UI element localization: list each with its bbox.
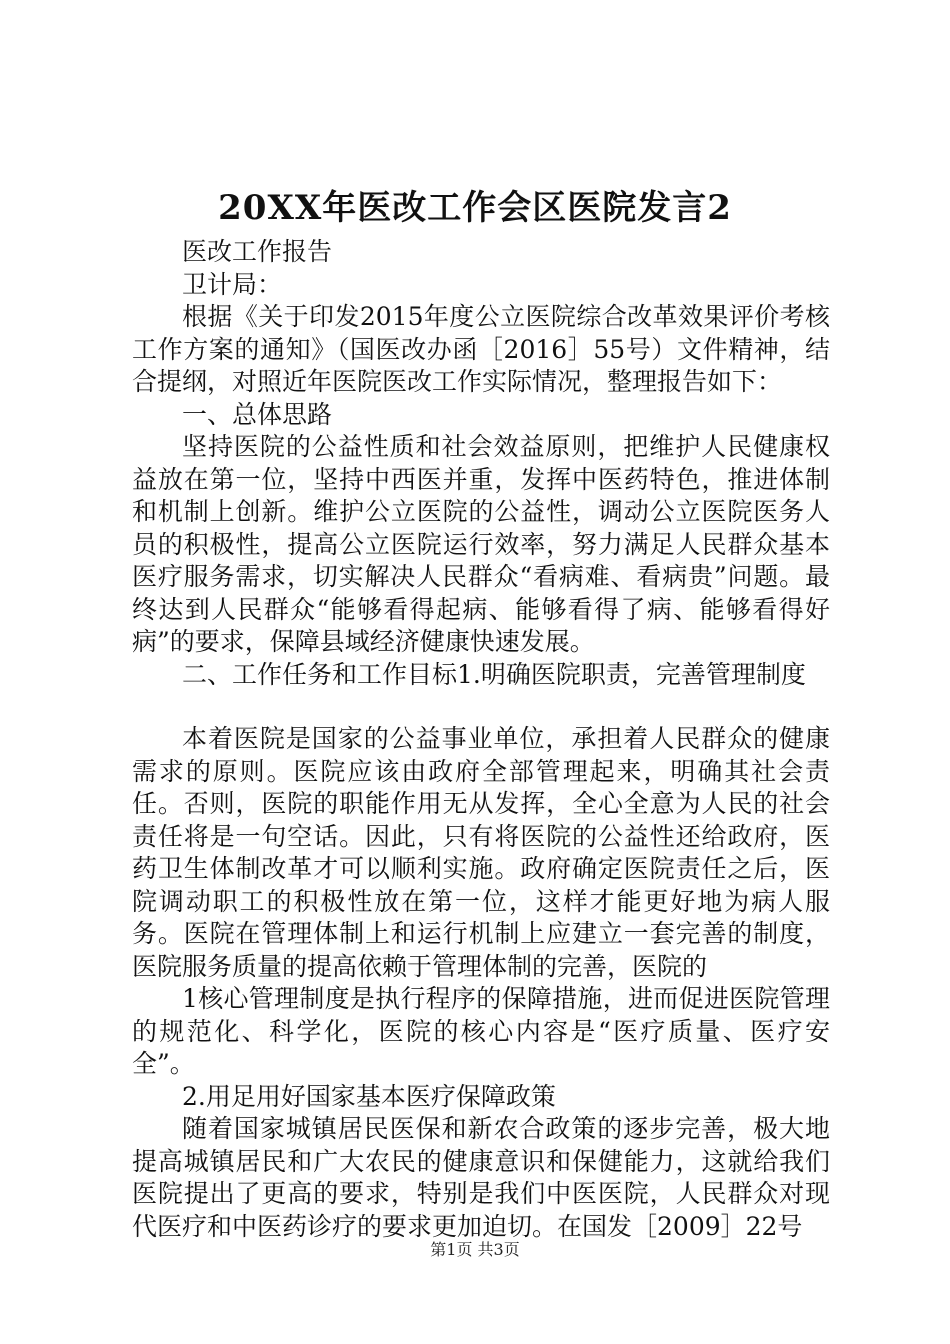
paragraph-medical-insurance: 随着国家城镇居民医保和新农合政策的逐步完善，极大地提高城镇居民和广大农民的健康意识和保健能力，这就给我们医院提出了更高的要求，特别是我们中医医院，人民群众对现代医疗和中医药诊疗的要求更加迫切。在国发［2009］22号 — [132, 1114, 830, 1241]
document-body — [132, 236, 830, 1243]
paragraph-report-heading: 医改工作报告 — [182, 237, 333, 266]
subheading-medical-insurance: 2.用足用好国家基本医疗保障政策 — [182, 1081, 556, 1111]
document-title: 20XX年医改工作会区医院发言2 — [218, 188, 732, 228]
paragraph-intro: 根据《关于印发2015年度公立医院综合改革效果评价考核工作方案的通知》（国医改办函［2016］55号）文件精神，结合提纲，对照近年医院医改工作实际情况，整理报告如下： — [132, 302, 830, 396]
paragraph-overall-approach: 坚持医院的公益性质和社会效益原则，把维护人民健康权益放在第一位，坚持中西医并重，发挥中医药特色，推进体制和机制上创新。维护公立医院的公益性，调动公立医院医务人员的积极性，提高公立医院运行效率，努力满足人民群众基本医疗服务需求，切实解决人民群众“看病难、看病贵”问题。最终达到人民群众“能够看得起病、能够看得了病、能够看得好病”的要求，保障县域经济健康快速发展。 — [132, 432, 830, 656]
section-heading-1: 一、总体思路 — [182, 399, 333, 429]
section-heading-2: 二、工作任务和工作目标1.明确医院职责，完善管理制度 — [182, 659, 806, 689]
page-footer: 第1页 共3页 — [430, 1240, 520, 1259]
paragraph-core-management: 1核心管理制度是执行程序的保障措施，进而促进医院管理的规范化、科学化，医院的核心内容是“医疗质量、医疗安全”。 — [132, 984, 830, 1078]
paragraph-addressee: 卫计局： — [182, 269, 283, 299]
paragraph-hospital-duties: 本着医院是国家的公益事业单位，承担着人民群众的健康需求的原则。医院应该由政府全部管理起来，明确其社会责任。否则，医院的职能作用无从发挥，全心全意为人民的社会责任将是一句空话。因此，只有将医院的公益性还给政府，医药卫生体制改革才可以顺利实施。政府确定医院责任之后，医院调动职工的积极性放在第一位，这样才能更好地为病人服务。医院在管理体制上和运行机制上应建立一套完善的制度，医院服务质量的提高依赖于管理体制的完善，医院的 — [132, 724, 830, 981]
